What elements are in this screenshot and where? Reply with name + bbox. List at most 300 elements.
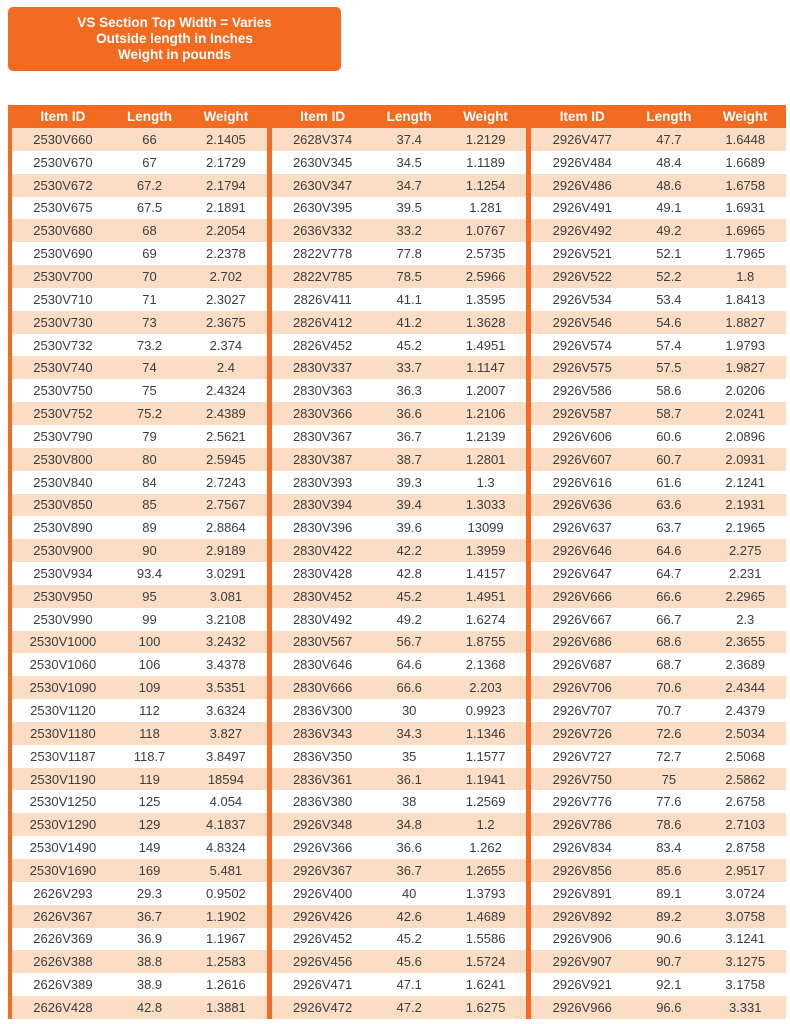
table-row [12,585,267,608]
weight-cell: 2.4324 [206,383,246,399]
item-id-cell: 2530V800 [33,451,93,467]
length-cell: 40 [401,885,417,901]
item-id-cell: 2626V369 [33,931,93,947]
weight-cell: 1.6931 [725,200,766,216]
weight-cell: 2.4 [216,360,235,376]
table-row [531,699,786,722]
length-cell: 66.6 [396,680,422,696]
length-cell: 34.5 [396,154,422,170]
weight-cell: 2.5621 [206,428,246,444]
item-id-cell: 2926V586 [552,383,612,399]
item-id-cell: 2836V380 [292,794,353,810]
item-id-cell: 2630V347 [292,177,353,193]
length-cell: 68 [142,223,157,239]
table-row [272,790,527,813]
weight-cell: 2.275 [728,543,762,559]
weight-cell: 2.374 [209,337,243,353]
weight-cell: 2.3 [736,611,755,627]
length-cell: 30 [401,703,417,719]
item-id-cell: 2830V363 [292,383,353,399]
table-row [272,219,527,242]
item-id-cell: 2830V646 [292,657,353,673]
item-id-cell: 2826V411 [293,291,352,307]
weight-cell: 2.9189 [206,543,246,559]
weight-cell: 2.4389 [206,406,246,422]
length-cell: 36.6 [396,840,422,856]
weight-cell: 3.0291 [206,565,246,581]
length-cell: 79 [142,428,157,444]
table-row [12,905,267,928]
item-id-cell: 2530V730 [33,314,93,330]
item-id-cell: 2926V786 [552,817,612,833]
table-row [12,265,267,288]
item-id-cell: 2530V1490 [29,840,97,856]
table-row [531,471,786,494]
weight-cell: 3.0724 [725,885,766,901]
length-cell: 73.2 [136,337,163,353]
table-row [531,174,786,197]
length-cell: 66.7 [656,611,682,627]
item-id-cell: 2926V856 [552,862,612,878]
table-row [531,973,786,996]
weight-cell: 2.7567 [206,497,246,513]
table-row [531,494,786,517]
table-row [272,676,527,699]
item-id-cell: 2926V666 [552,588,612,604]
length-cell: 41.1 [396,291,422,307]
weight-cell: 3.5351 [206,680,246,696]
length-cell: 89.1 [656,885,682,901]
weight-cell: 2.2054 [206,223,246,239]
length-cell: 77.6 [656,794,682,810]
item-id-cell: 2530V672 [33,177,93,193]
item-id-cell: 2530V900 [33,543,93,559]
table-row [531,311,786,334]
weight-cell: 1.6758 [725,177,766,193]
item-id-cell: 2926V726 [552,725,612,741]
length-cell: 58.7 [656,406,682,422]
weight-cell: 2.1729 [206,154,246,170]
weight-cell: 2.5034 [725,725,766,741]
weight-cell: 1.1147 [466,360,505,376]
length-cell: 52.1 [656,246,682,262]
column-header-length-cell: Length [646,109,692,124]
column-header-row [12,105,267,128]
table-row [531,516,786,539]
table-row [272,836,527,859]
item-id-cell: 2530V675 [33,200,93,216]
item-id-cell: 2626V428 [33,999,93,1015]
item-id-cell: 2926V776 [552,794,612,810]
table-row [531,402,786,425]
table-row [531,768,786,791]
length-cell: 52.2 [656,268,682,284]
weight-cell: 1.1902 [206,908,246,924]
item-id-cell: 2530V1090 [29,680,97,696]
weight-cell: 1.8 [736,268,755,284]
length-cell: 69 [142,246,157,262]
table-row [12,859,267,882]
table-row [12,996,267,1019]
weight-cell: 1.2801 [465,451,506,467]
item-id-cell: 2530V732 [33,337,93,353]
item-id-cell: 2926V921 [552,977,612,993]
item-id-cell: 2926V452 [292,931,353,947]
table-row [531,653,786,676]
table-row [531,836,786,859]
weight-cell: 1.6241 [465,977,506,993]
length-cell: 64.6 [656,543,682,559]
length-cell: 99 [142,611,157,627]
weight-cell: 2.5945 [206,451,246,467]
item-id-cell: 2530V1000 [29,634,97,650]
table-row [272,288,527,311]
weight-cell: 3.0758 [725,908,766,924]
table-row [12,425,267,448]
weight-cell: 2.5862 [725,771,766,787]
weight-cell: 3.6324 [206,703,246,719]
table-row [531,562,786,585]
weight-cell: 2.231 [728,565,762,581]
table-row [272,471,527,494]
length-cell: 64.6 [396,657,422,673]
title-line-3: Weight in pounds [118,47,231,62]
column-header-row [272,105,527,128]
weight-cell: 1.4951 [465,588,506,604]
column-header-item-id-cell: Item ID [300,109,346,124]
item-id-cell: 2826V452 [292,337,353,353]
table-row [272,516,527,539]
table-row [272,768,527,791]
weight-cell: 5.481 [209,862,243,878]
item-id-cell: 2530V934 [33,565,93,581]
item-id-cell: 2926V367 [292,862,353,878]
weight-cell: 1.2655 [465,862,506,878]
table-row [272,151,527,174]
weight-cell: 3.1758 [725,977,766,993]
table-row [531,288,786,311]
length-cell: 72.6 [656,725,682,741]
table-row [531,608,786,631]
item-id-cell: 2926V706 [552,680,612,696]
item-id-cell: 2926V687 [552,657,612,673]
length-cell: 41.2 [396,314,422,330]
length-cell: 58.6 [656,383,682,399]
title-line-2: Outside length in Inches [96,31,253,46]
item-id-cell: 2926V492 [552,223,612,239]
length-cell: 53.4 [656,291,682,307]
length-cell: 90.6 [656,931,682,947]
weight-cell: 2.4344 [725,680,766,696]
weight-cell: 1.6274 [465,611,506,627]
table-row [531,745,786,768]
column-header-item-id-cell: Item ID [40,109,86,124]
weight-cell: 2.1794 [206,177,246,193]
length-cell: 29.3 [136,885,163,901]
item-id-cell: 2926V400 [292,885,353,901]
weight-cell: 2.702 [209,268,243,284]
table-row [531,151,786,174]
length-cell: 112 [139,703,160,719]
table-row [12,676,267,699]
table-row [12,288,267,311]
length-cell: 70.6 [656,680,682,696]
table-row [272,585,527,608]
length-cell: 80 [142,451,157,467]
table-row [12,128,267,151]
table-row [272,448,527,471]
item-id-cell: 2926V667 [552,611,612,627]
item-id-cell: 2530V890 [33,520,93,536]
weight-cell: 2.5068 [725,748,766,764]
length-cell: 60.7 [656,451,682,467]
length-cell: 85 [142,497,157,513]
weight-cell: 2.203 [469,680,502,696]
length-cell: 47.1 [396,977,422,993]
length-cell: 67 [142,154,157,170]
item-id-cell: 2926V366 [292,840,353,856]
length-cell: 169 [138,862,161,878]
table-row [12,950,267,973]
length-cell: 106 [138,657,161,673]
table-row [12,882,267,905]
table-row [12,471,267,494]
weight-cell: 0.9502 [206,885,246,901]
weight-cell: 1.3628 [465,314,506,330]
item-id-cell: 2926V637 [552,520,612,536]
weight-cell: 2.7103 [725,817,766,833]
table-row [12,608,267,631]
item-id-cell: 2926V471 [292,977,353,993]
length-cell: 36.1 [396,771,422,787]
item-id-cell: 2636V332 [292,223,353,239]
weight-cell: 13099 [467,520,504,536]
length-cell: 36.9 [136,931,163,947]
item-id-cell: 2830V396 [292,520,353,536]
weight-cell: 3.4378 [206,657,246,673]
length-cell: 63.7 [656,520,682,536]
item-id-cell: 2630V345 [292,154,353,170]
length-cell: 49.2 [656,223,682,239]
item-id-cell: 2926V834 [552,840,612,856]
weight-cell: 2.5966 [465,268,506,284]
length-cell: 35 [401,748,417,764]
table-row [12,539,267,562]
weight-cell: 3.827 [209,725,243,741]
title-line-1: VS Section Top Width = Varies [77,15,272,30]
table-row [272,905,527,928]
table-row [12,379,267,402]
table-row [272,311,527,334]
length-cell: 125 [138,794,161,810]
weight-cell: 1.6965 [725,223,766,239]
table-row [531,128,786,151]
weight-cell: 4.054 [209,794,243,810]
weight-cell: 1.3959 [465,543,506,559]
length-cell: 109 [138,680,161,696]
table-row [12,242,267,265]
table-row [531,631,786,654]
weight-cell: 2.1891 [206,200,246,216]
item-id-cell: 2830V367 [292,428,353,444]
table-row [272,928,527,951]
weight-cell: 3.331 [728,999,762,1015]
weight-cell: 1.2106 [465,406,506,422]
item-id-cell: 2626V389 [33,977,93,993]
table-row [531,882,786,905]
length-cell: 149 [138,840,161,856]
table-row [12,699,267,722]
table-row [531,585,786,608]
item-id-cell: 2836V300 [292,703,353,719]
table-row [531,219,786,242]
weight-cell: 3.8497 [206,748,246,764]
table-row [272,242,527,265]
weight-cell: 2.1965 [725,520,766,536]
length-cell: 60.6 [656,428,682,444]
weight-cell: 1.2583 [206,954,246,970]
item-id-cell: 2926V907 [552,954,612,970]
weight-cell: 1.1577 [465,748,506,764]
weight-cell: 1.5724 [465,954,506,970]
weight-cell: 1.7965 [725,246,766,262]
spec-table [8,105,786,1019]
item-id-cell: 2530V990 [33,611,93,627]
weight-cell: 18594 [207,771,244,787]
weight-cell: 2.1241 [725,474,766,490]
column-header-row [531,105,786,128]
item-id-cell: 2530V1060 [29,657,97,673]
item-id-cell: 2530V690 [33,246,93,262]
table-group-1 [12,105,267,1019]
item-id-cell: 2926V522 [552,268,612,284]
table-row [272,813,527,836]
length-cell: 90 [142,543,157,559]
weight-cell: 3.2432 [206,634,246,650]
item-id-cell: 2530V670 [33,154,93,170]
item-id-cell: 2530V710 [33,291,93,307]
table-row [531,356,786,379]
table-row [272,402,527,425]
length-cell: 100 [138,634,161,650]
length-cell: 39.5 [396,200,422,216]
length-cell: 57.5 [656,360,682,376]
item-id-cell: 2530V1180 [30,725,96,741]
weight-cell: 1.1346 [465,725,506,741]
length-cell: 39.3 [396,474,422,490]
length-cell: 93.4 [136,565,163,581]
length-cell: 64.7 [656,565,682,581]
table-row [12,174,267,197]
item-id-cell: 2530V850 [33,497,93,513]
weight-cell: 3.081 [209,588,243,604]
table-group-2 [272,105,527,1019]
length-cell: 92.1 [656,977,682,993]
weight-cell: 2.1368 [465,657,506,673]
table-row [272,608,527,631]
length-cell: 57.4 [656,337,682,353]
table-row [272,699,527,722]
table-row [12,219,267,242]
table-row [12,653,267,676]
table-row [531,928,786,951]
table-row [272,996,527,1019]
weight-cell: 2.0896 [725,428,766,444]
length-cell: 61.6 [656,474,682,490]
table-row [531,790,786,813]
weight-cell: 1.2139 [465,428,506,444]
weight-cell: 1.281 [469,200,502,216]
table-row [272,265,527,288]
weight-cell: 1.4157 [465,565,506,581]
weight-cell: 1.3881 [206,999,246,1015]
item-id-cell: 2630V395 [292,200,353,216]
length-cell: 84 [142,474,157,490]
length-cell: 38.7 [396,451,422,467]
length-cell: 118.7 [133,748,166,764]
table-row [272,128,527,151]
length-cell: 72.7 [656,748,682,764]
table-row [12,790,267,813]
item-id-cell: 2822V785 [292,268,353,284]
weight-cell: 1.2616 [206,977,246,993]
weight-cell: 2.6758 [725,794,766,810]
length-cell: 48.6 [656,177,682,193]
length-cell: 34.7 [396,177,422,193]
weight-cell: 2.5735 [465,246,506,262]
item-id-cell: 2926V477 [552,131,612,147]
length-cell: 49.1 [656,200,682,216]
table-row [272,494,527,517]
weight-cell: 1.8413 [725,291,766,307]
table-row [272,882,527,905]
weight-cell: 1.6689 [725,154,766,170]
item-id-cell: 2836V343 [292,725,353,741]
weight-cell: 3.1241 [725,931,766,947]
weight-cell: 1.1254 [465,177,506,193]
item-id-cell: 2926V707 [552,703,612,719]
item-id-cell: 2926V647 [552,565,612,581]
item-id-cell: 2830V666 [292,680,353,696]
length-cell: 68.6 [656,634,682,650]
table-row [12,745,267,768]
item-id-cell: 2926V426 [292,908,353,924]
length-cell: 78.6 [656,817,682,833]
length-cell: 68.7 [656,657,682,673]
item-id-cell: 2926V575 [552,360,612,376]
table-row [272,379,527,402]
table-row [12,836,267,859]
length-cell: 33.2 [396,223,422,239]
weight-cell: 2.9517 [725,862,766,878]
table-row [12,562,267,585]
length-cell: 56.7 [396,634,422,650]
item-id-cell: 2530V1120 [30,703,96,719]
table-row [272,653,527,676]
item-id-cell: 2926V348 [292,817,353,833]
item-id-cell: 2836V350 [292,748,353,764]
weight-cell: 1.5586 [465,931,506,947]
length-cell: 70.7 [656,703,682,719]
weight-cell: 1.1967 [206,931,246,947]
column-header-item-id-cell: Item ID [559,109,605,124]
table-row [272,539,527,562]
item-id-cell: 2530V740 [33,360,93,376]
length-cell: 45.2 [396,588,422,604]
weight-cell: 1.6448 [725,131,766,147]
item-id-cell: 2628V374 [292,131,353,147]
item-id-cell: 2926V607 [552,451,612,467]
